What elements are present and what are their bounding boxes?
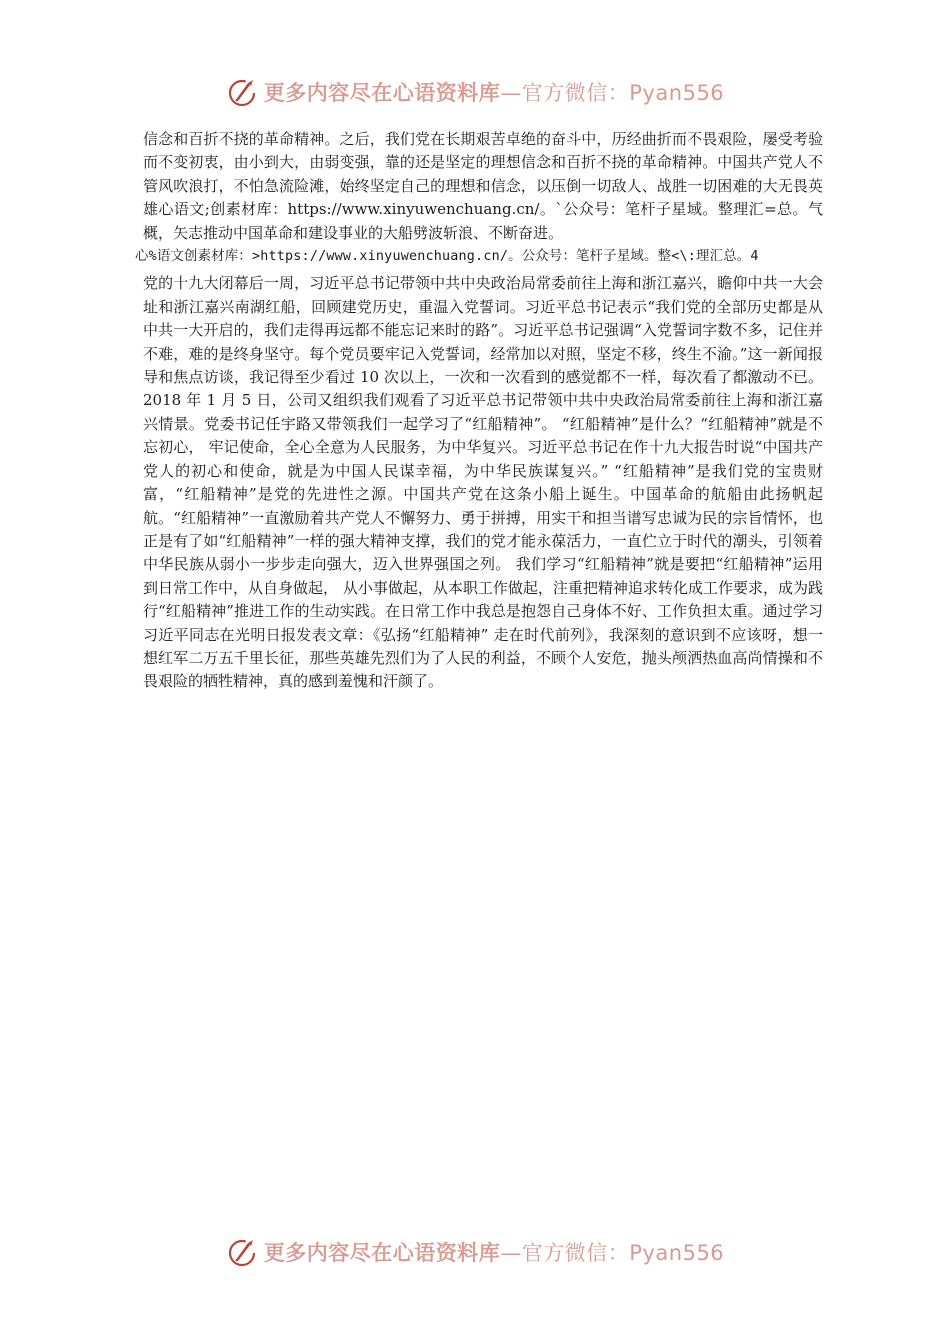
header-banner-text	[264, 77, 724, 107]
header-banner-main: 更多内容尽在心语资料库	[263, 81, 501, 105]
header-banner	[0, 72, 950, 112]
footer-banner-main: 更多内容尽在心语资料库	[263, 1241, 501, 1265]
paragraph-2: 心%语文创素材库：>https://www.xinyuwenchuang.cn/。公众号：笔杆子星域。整<\:理汇总。4	[135, 249, 759, 265]
header-banner-dash: —	[500, 81, 522, 105]
footer-banner-text	[264, 1237, 724, 1267]
header-banner-suffix: 官方微信：Pyan556	[521, 81, 725, 105]
paragraph-3: 党的十九大闭幕后一周，习近平总书记带领中共中央政治局常委前往上海和浙江嘉兴，瞻仰中共一大会址和浙江嘉兴南湖红船，回顾建党历史，重温入党誓词。习近平总书记表示“我们党的全部历史都是从中共一大开启的，我们走得再远都不能忘记来时的路”。习近平总书记强调“入党誓词字数不多，记住并不难，难的是终身坚守。每个党员要牢记入党誓词，经常加以对照，坚定不移，终生不渝。”这一新闻报导和焦点访谈，我记得至少看过 10 次以上，一次和一次看到的感觉都不一样，每次看了都激动不已。2018 年 1 月 5 日，公司又组织我们观看了习近平总书记带领中共中央政治局常委前往上海和浙江嘉兴情景。党委书记任宇路又带领我们一起学习了“红船精神”。 “红船精神”是什么？“红船精神”就是不忘初心， 牢记使命，全心全意为人民服务，为中华复兴。习近平总书记在作十九大报告时说“中国共产党人的初心和使命，就是为中国人民谋幸福，为中华民族谋复兴。” “红船精神”是我们党的宝贵财富，“红船精神”是党的先进性之源。中国共产党在这条小船上诞生。中国革命的航船由此扬帆起航。“红船精神”一直激励着共产党人不懈努力、勇于拼搏，用实干和担当谱写忠诚为民的宗旨情怀，也正是有了如“红船精神”一样的强大精神支撑，我们的党才能永葆活力，一直伫立于时代的潮头，引领着中华民族从弱小一步步走向强大，迈入世界强国之列。 我们学习“红船精神”就是要把“红船精神”运用到日常工作中，从自身做起， 从小事做起，从本职工作做起，注重把精神追求转化成工作要求，成为践行“红船精神”推进工作的生动实践。在日常工作中我总是抱怨自己身体不好、工作负担太重。通过学习习近平同志在光明日报发表文章：《弘扬“红船精神” 走在时代前列》，我深刻的意识到不应该呀，想一想红军二万五千里长征，那些英雄先烈们为了人民的利益，不顾个人安危，抛头颅洒热血高尚情操和不畏艰险的牺牲精神，真的感到羞愧和汗颜了。	[143, 274, 823, 691]
footer-banner-dash: —	[500, 1241, 522, 1265]
footer-banner-suffix: 官方微信：Pyan556	[521, 1241, 725, 1265]
paragraph-1: 信念和百折不挠的革命精神。之后，我们党在长期艰苦卓绝的奋斗中，历经曲折而不畏艰险，屡受考验而不变初衷，由小到大，由弱变强，靠的还是坚定的理想信念和百折不挠的革命精神。中国共产党人不管风吹浪打，不怕急流险滩，始终坚定自己的理想和信念，以压倒一切敌人、战胜一切困难的大无畏英雄心语文;创素材库：https://www.xinyuwenchuang.cn/。`公众号：笔杆子星域。整理汇=总。气概，矢志推动中国革命和建设事业的大船劈波斩浪、不断奋进。	[143, 130, 823, 242]
footer-banner	[0, 1232, 950, 1272]
quill-logo-icon	[226, 76, 258, 108]
document-body	[135, 128, 823, 694]
quill-logo-icon	[226, 1236, 258, 1268]
